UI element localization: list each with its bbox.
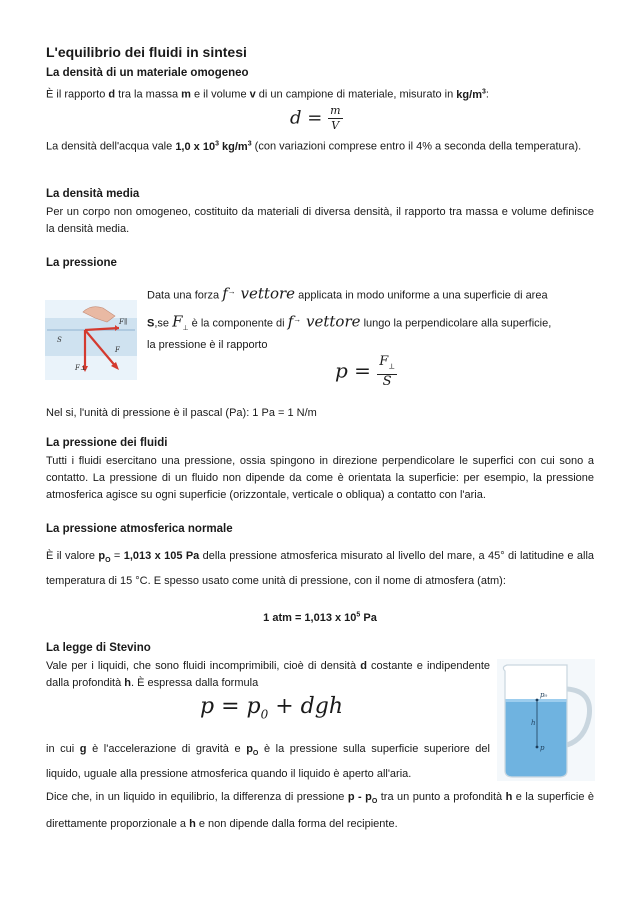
density-heading: La densità di un materiale omogeneo bbox=[46, 67, 249, 79]
fig-label-f: F bbox=[115, 346, 120, 354]
jug-label-p0: p₀ bbox=[540, 691, 548, 699]
fluid-pressure-text: Tutti i fluidi esercitano una pressione, ossia spingono in direzione perpendicolare le superfici con cui sono a contatto. La pressione di un fluido non dipende da come è orientata la superficie: per esempio, la pressione atmosferica agisce su ogni superficie (orizzontale, verticale o obliqua) a contatto con l'aria. bbox=[46, 455, 594, 501]
stevino-formula: $p = p_0$ + dgh bbox=[200, 694, 343, 722]
stevino-text3: Dice che, in un liquido in equilibrio, la differenza di pressione p - $p_O$ tra un punto a profondità h e la superficie è direttamente proporzionale a h e non dipende dalla forma del recipiente. bbox=[46, 791, 595, 831]
density-formula: d = $\frac{m}{V}$ bbox=[290, 104, 341, 132]
jug-label-h: h bbox=[531, 719, 536, 727]
stevino-heading: La legge di Stevino bbox=[46, 642, 151, 654]
jug-label-p: p bbox=[540, 744, 545, 752]
page-title: L'equilibrio dei fluidi in sintesi bbox=[46, 44, 247, 60]
fig-label-fpar: F∥ bbox=[119, 318, 128, 326]
mean-density-text: Per un corpo non omogeneo, costituito da materiali di diversa densità, il rapporto tra massa e volume definisce la densità media. bbox=[46, 206, 594, 235]
stevino-text1: Vale per i liquidi, che sono fluidi incomprimibili, cioè di densità d costante e indipendente dalla profondità h. È espressa dalla formula bbox=[46, 660, 490, 689]
jug-figure bbox=[497, 659, 595, 781]
pressure-line2: S,se $F_\perp$ è la componente di f→ vettore lungo la perpendicolare alla superficie, bbox=[147, 312, 552, 332]
pressure-formula: p = $\frac{F_\perp}{S}$ bbox=[335, 354, 395, 389]
mean-density-heading: La densità media bbox=[46, 188, 140, 200]
fig-label-fperp: F⊥ bbox=[75, 364, 87, 372]
pressure-heading: La pressione bbox=[46, 257, 117, 269]
atm-definition: 1 atm = 1,013 x $10^5$ Pa bbox=[263, 611, 377, 624]
pressure-line3: la pressione è il rapporto bbox=[147, 339, 268, 351]
water-density-text: La densità dell'acqua vale 1,0 x $10^3$ $kg/m^3$ (con variazioni comprese entro il 4% a seconda della temperatura). bbox=[46, 140, 582, 153]
fluid-pressure-heading: La pressione dei fluidi bbox=[46, 437, 168, 449]
stevino-text2: in cui g è l'accelerazione di gravità e $p_O$ è la pressione sulla superficie superiore del liquido, uguale alla pressione atmosferica quando il liquido è aperto all'aria. bbox=[46, 743, 490, 781]
atmospheric-text: È il valore $p_O = 1,013$ x 105 Pa della pressione atmosferica misurato al livello del mare, a 45° di latitudine e alla temperatura di 15 °C. E spesso usato come unità di pressione, con il nome di atmosfera (atm): bbox=[46, 550, 595, 588]
pressure-line1: Data una forza f→ vettore applicata in modo uniforme a una superficie di area bbox=[147, 284, 548, 303]
density-intro: È il rapporto d tra la massa m e il volume v di un campione di materiale, misurato in $kg/m^3$: bbox=[46, 88, 489, 101]
force-components-figure bbox=[45, 300, 137, 380]
fig-label-s: S bbox=[57, 336, 62, 344]
pressure-si-unit: Nel si, l'unità di pressione è il pascal (Pa): 1 Pa = 1 N/m bbox=[46, 407, 317, 419]
atmospheric-heading: La pressione atmosferica normale bbox=[46, 523, 233, 535]
